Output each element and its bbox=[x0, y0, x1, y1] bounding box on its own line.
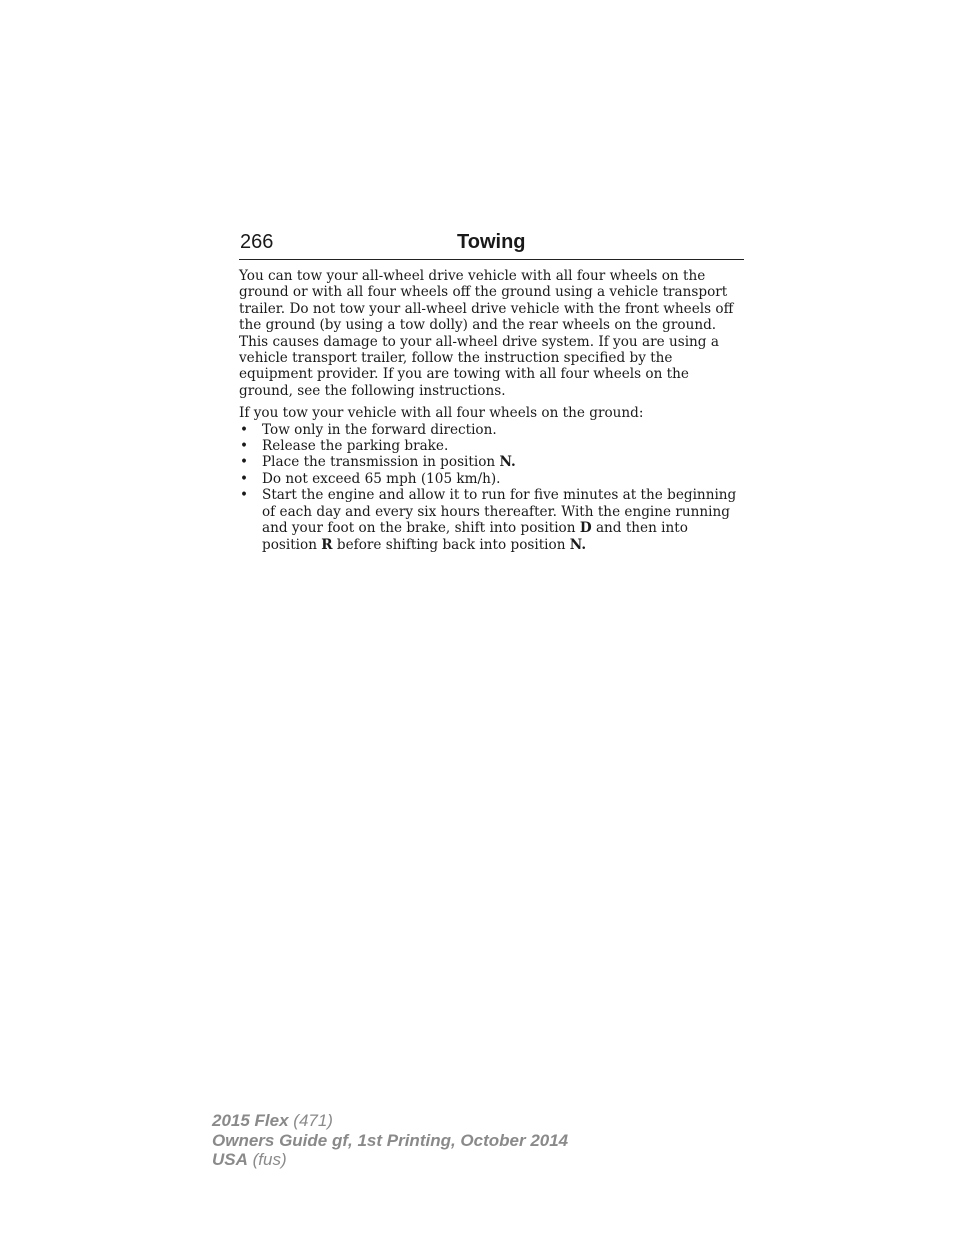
instruction-list bbox=[239, 422, 745, 553]
list-item bbox=[239, 471, 745, 487]
list-item bbox=[239, 487, 745, 553]
list-item-text: Place the transmission in position bbox=[262, 454, 500, 471]
position-label: R bbox=[321, 536, 333, 553]
list-item-text: Release the parking brake. bbox=[262, 438, 449, 455]
list-item-text: before shifting back into position bbox=[332, 536, 570, 553]
list-item-text: Start the engine and allow it to run for five minutes at the beginning of each day and every six hours thereafter. With the engine running and your foot on the brake, shift into position bbox=[262, 487, 737, 537]
bullet-icon: • bbox=[240, 438, 249, 455]
footer-model: 2015 Flex bbox=[212, 1111, 289, 1130]
position-label: D bbox=[579, 520, 592, 537]
main-content bbox=[239, 268, 745, 553]
position-label: N. bbox=[499, 454, 516, 471]
page-title: Towing bbox=[457, 231, 526, 253]
list-item-text: Tow only in the forward direction. bbox=[262, 421, 497, 438]
bullet-icon: • bbox=[240, 454, 249, 471]
page-number: 266 bbox=[240, 231, 274, 253]
page-footer bbox=[212, 1111, 568, 1170]
list-item bbox=[239, 422, 745, 438]
page-header bbox=[239, 228, 744, 260]
intro-paragraph: You can tow your all-wheel drive vehicle with all four wheels on the ground or with all four wheels off the ground using a vehicle transport trailer. Do not tow your all-wheel drive vehicle with the front wheels off the ground (by using a tow dolly) and the rear wheels on the ground. This causes damage to your all-wheel drive system. If you are using a vehicle transport trailer, follow the instruction specified by the equipment provider. If you are towing with all four wheels on the ground, see the following instructions. bbox=[239, 268, 734, 399]
list-item bbox=[239, 454, 745, 470]
footer-line-market bbox=[212, 1150, 568, 1170]
footer-market: USA bbox=[212, 1150, 248, 1169]
footer-line-edition: Owners Guide gf, 1st Printing, October 2014 bbox=[212, 1130, 569, 1150]
bullet-icon: • bbox=[240, 421, 249, 438]
list-item bbox=[239, 438, 745, 454]
footer-model-code: (471) bbox=[288, 1111, 333, 1130]
footer-line-model bbox=[212, 1111, 568, 1131]
list-item-text: Do not exceed 65 mph (105 km/h). bbox=[262, 470, 501, 487]
bullet-icon: • bbox=[240, 470, 249, 487]
position-label: N. bbox=[569, 536, 587, 553]
bullet-icon: • bbox=[240, 487, 249, 504]
list-intro: If you tow your vehicle with all four wheels on the ground: bbox=[239, 405, 644, 422]
footer-market-code: (fus) bbox=[247, 1150, 287, 1169]
list-item-text: and then into position bbox=[262, 520, 688, 553]
